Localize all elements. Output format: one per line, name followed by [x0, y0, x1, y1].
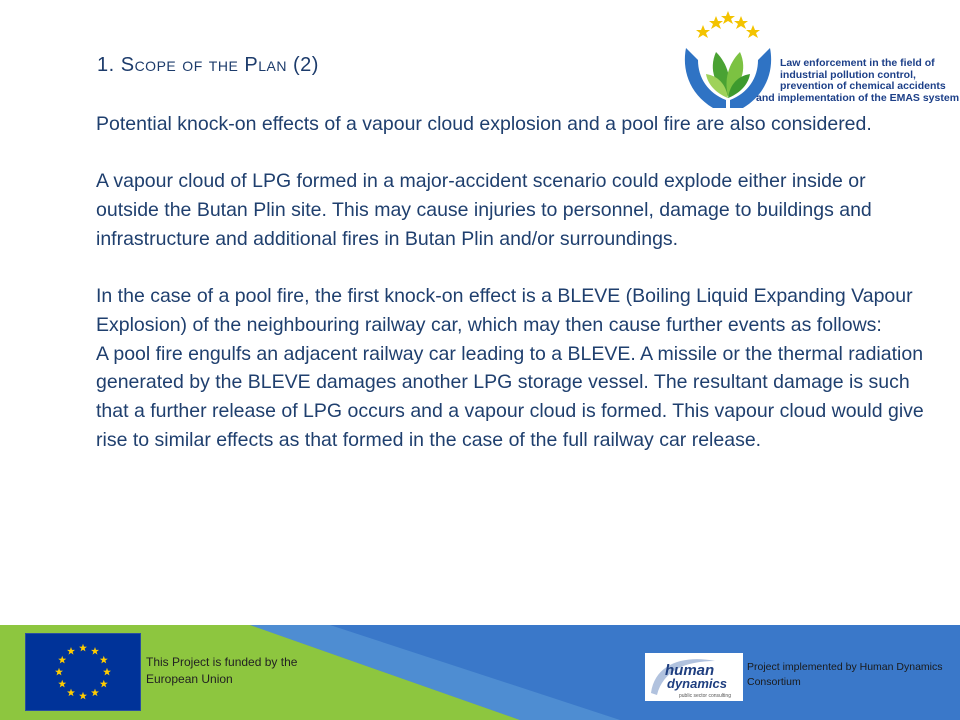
funded-text: This Project is funded by the European Union	[146, 655, 298, 686]
logo-caption-line: industrial pollution control,	[780, 68, 916, 81]
hd-logo-word2: dynamics	[667, 676, 727, 691]
logo-caption-line: and implementation of the EMAS system	[756, 91, 960, 104]
paragraph: A vapour cloud of LPG formed in a major-accident scenario could explode either inside or outside the Butan Plin site. This may cause injuries to personnel, damage to buildings and infrastructure and additional fires in Butan Plin and/or surroundings.	[96, 170, 872, 250]
slide-title: 1. Scope of the Plan (2)	[97, 54, 319, 76]
logo-caption	[756, 57, 960, 104]
hd-logo-word: human	[665, 662, 715, 679]
human-dynamics-logo-icon	[645, 653, 743, 701]
paragraph-spacer	[96, 139, 926, 168]
paragraph: In the case of a pool fire, the first knock-on effect is a BLEVE (Boiling Liquid Expanding Vapour Explosion) of the neighbouring railway car, which may then cause further events as follows:	[96, 285, 913, 336]
logo-caption-line: Law enforcement in the field of	[780, 57, 935, 69]
body-content	[96, 110, 926, 454]
paragraph: Potential knock-on effects of a vapour cloud explosion and a pool fire are also considered.	[96, 113, 872, 135]
paragraph: A pool fire engulfs an adjacent railway car leading to a BLEVE. A missile or the thermal radiation generated by the BLEVE damages another LPG storage vessel. The resultant damage is such that a further release of LPG occurs and a vapour cloud is formed. This vapour cloud would give rise to similar effects as that formed in the case of the full railway car release.	[96, 342, 924, 451]
logo-caption-line: prevention of chemical accidents	[780, 80, 946, 92]
paragraph-spacer	[96, 254, 926, 283]
hd-logo-tagline: public sector consulting	[679, 693, 731, 699]
implemented-text: Project implemented by Human Dynamics Consortium	[747, 661, 943, 688]
eu-flag-icon	[26, 634, 140, 710]
